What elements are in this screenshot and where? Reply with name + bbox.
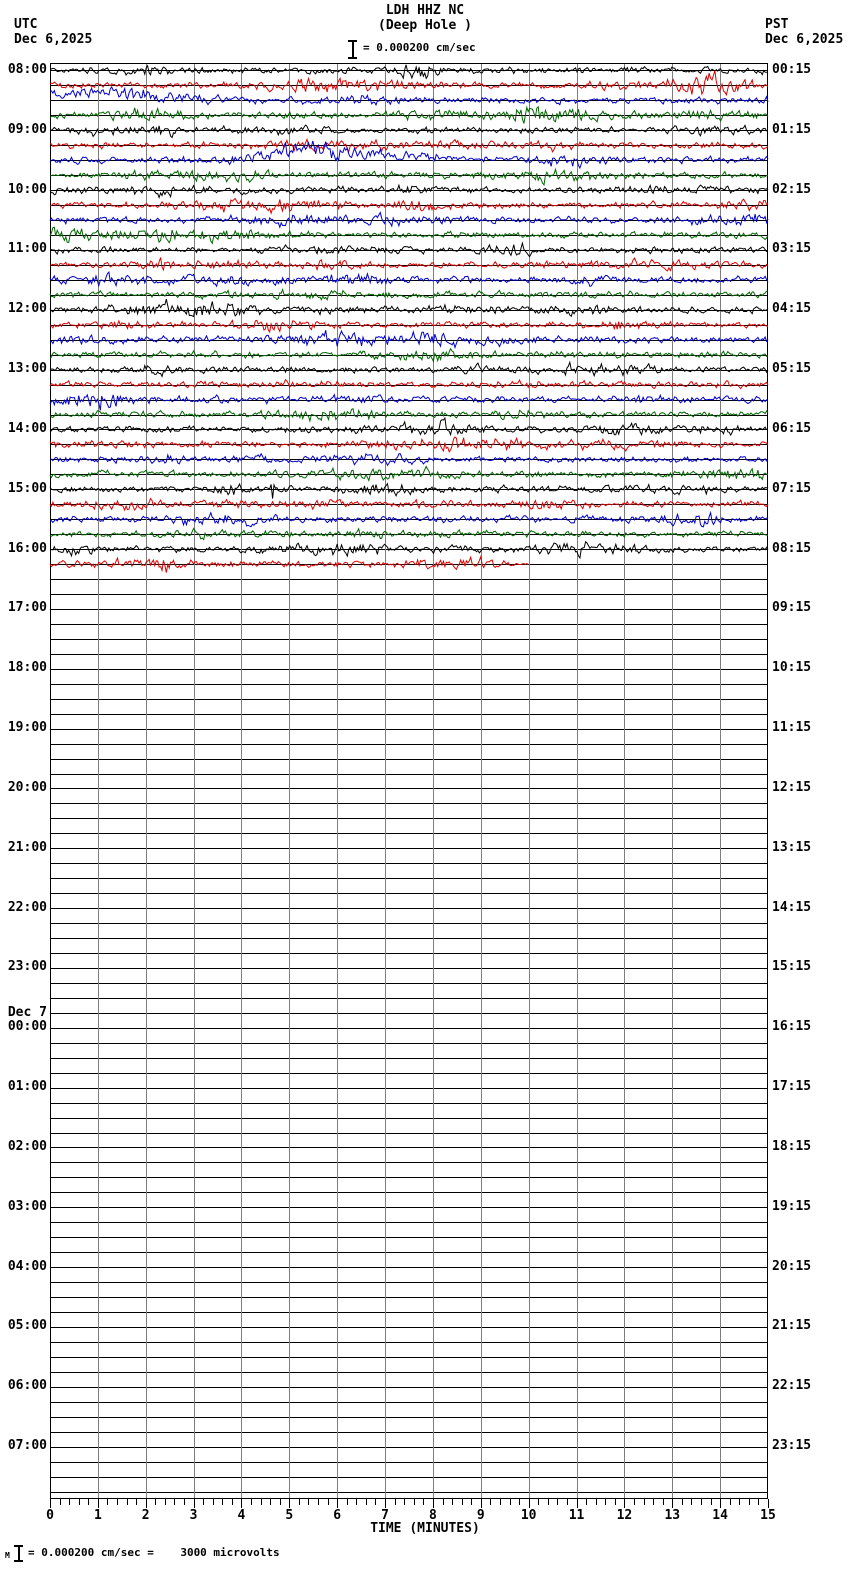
pst-date-label: Dec 6,2025: [765, 32, 844, 47]
utc-hour-label: 12:00: [7, 301, 47, 317]
utc-hour-label: 21:00: [7, 839, 47, 855]
x-axis-tick-label: 3: [189, 1508, 198, 1523]
utc-date-label: Dec 6,2025: [14, 32, 93, 47]
footer-prefix: M: [5, 1551, 10, 1560]
utc-next-date-label: Dec 7: [7, 1005, 47, 1021]
utc-hour-label: 19:00: [7, 720, 47, 736]
utc-hour-label: 22:00: [7, 899, 47, 915]
utc-hour-label: 15:00: [7, 480, 47, 496]
utc-hour-label: 14:00: [7, 420, 47, 436]
pst-hour-label: 04:15: [772, 301, 812, 317]
x-axis-tick-label: 6: [333, 1508, 342, 1523]
pst-hour-label: 23:15: [772, 1438, 812, 1454]
footer-scale-bar-icon: [14, 1545, 23, 1562]
x-axis-tick-label: 15: [760, 1508, 776, 1523]
utc-hour-label: 03:00: [7, 1198, 47, 1214]
pst-hour-label: 09:15: [772, 600, 812, 616]
pst-hour-label: 17:15: [772, 1079, 812, 1095]
pst-hour-label: 21:15: [772, 1318, 812, 1334]
pst-hour-label: 15:15: [772, 959, 812, 975]
x-axis-tick-label: 9: [476, 1508, 485, 1523]
pst-hour-label: 00:15: [772, 61, 812, 77]
x-axis-tick-label: 8: [429, 1508, 437, 1523]
pst-hour-label: 22:15: [772, 1378, 812, 1394]
scale-text: = 0.000200 cm/sec: [363, 41, 476, 54]
pst-hour-label: 05:15: [772, 361, 812, 377]
pst-hour-label: 02:15: [772, 181, 812, 197]
x-axis-tick-label: 1: [93, 1508, 102, 1523]
footer-scale-text: = 0.000200 cm/sec = 3000 microvolts: [28, 1546, 280, 1559]
utc-hour-label: 10:00: [7, 181, 47, 197]
utc-hour-label: 05:00: [7, 1318, 47, 1334]
station-subtitle: (Deep Hole ): [378, 18, 472, 33]
pst-hour-label: 20:15: [772, 1258, 812, 1274]
utc-hour-label: 01:00: [7, 1079, 47, 1095]
utc-hour-label: 11:00: [7, 241, 47, 257]
utc-hour-label: 06:00: [7, 1378, 47, 1394]
pst-hour-label: 06:15: [772, 420, 812, 436]
x-axis-tick-label: 11: [568, 1508, 585, 1523]
pst-hour-label: 14:15: [772, 899, 812, 915]
utc-timezone-label: UTC: [14, 17, 38, 32]
utc-hour-label: 08:00: [7, 61, 47, 77]
utc-hour-label: 16:00: [7, 540, 47, 556]
utc-hour-label: 13:00: [7, 361, 47, 377]
pst-hour-label: 08:15: [772, 540, 812, 556]
pst-hour-label: 13:15: [772, 839, 812, 855]
utc-hour-label: 07:00: [7, 1438, 47, 1454]
station-title: LDH HHZ NC: [385, 3, 465, 18]
pst-hour-label: 18:15: [772, 1138, 812, 1154]
utc-hour-label: 20:00: [7, 779, 47, 795]
utc-hour-label: 18:00: [7, 660, 47, 676]
x-axis-tick-label: 14: [712, 1508, 728, 1523]
pst-hour-label: 12:15: [772, 779, 812, 795]
utc-hour-label: 02:00: [7, 1138, 47, 1154]
pst-hour-label: 01:15: [772, 121, 812, 137]
x-axis-tick-label: 4: [237, 1508, 246, 1523]
x-axis-tick-label: 5: [285, 1508, 294, 1523]
pst-timezone-label: PST: [765, 17, 789, 32]
x-axis-title: TIME (MINUTES): [370, 1521, 480, 1536]
utc-hour-label: 17:00: [7, 600, 47, 616]
utc-hour-label: 00:00: [7, 1019, 47, 1035]
pst-hour-label: 03:15: [772, 241, 812, 257]
utc-hour-label: 04:00: [7, 1258, 47, 1274]
pst-hour-label: 11:15: [772, 720, 812, 736]
pst-hour-label: 10:15: [772, 660, 812, 676]
x-axis-tick-label: 7: [381, 1508, 389, 1523]
utc-hour-label: 09:00: [7, 121, 47, 137]
x-axis-tick-label: 2: [141, 1508, 150, 1523]
x-axis-tick-label: 13: [664, 1508, 681, 1523]
pst-hour-label: 16:15: [772, 1019, 812, 1035]
utc-hour-label: 23:00: [7, 959, 47, 975]
pst-hour-label: 19:15: [772, 1198, 812, 1214]
x-axis-tick-label: 10: [520, 1508, 537, 1523]
x-axis-tick-label: 12: [616, 1508, 633, 1523]
x-axis-tick-label: 0: [46, 1508, 54, 1523]
pst-hour-label: 07:15: [772, 480, 812, 496]
